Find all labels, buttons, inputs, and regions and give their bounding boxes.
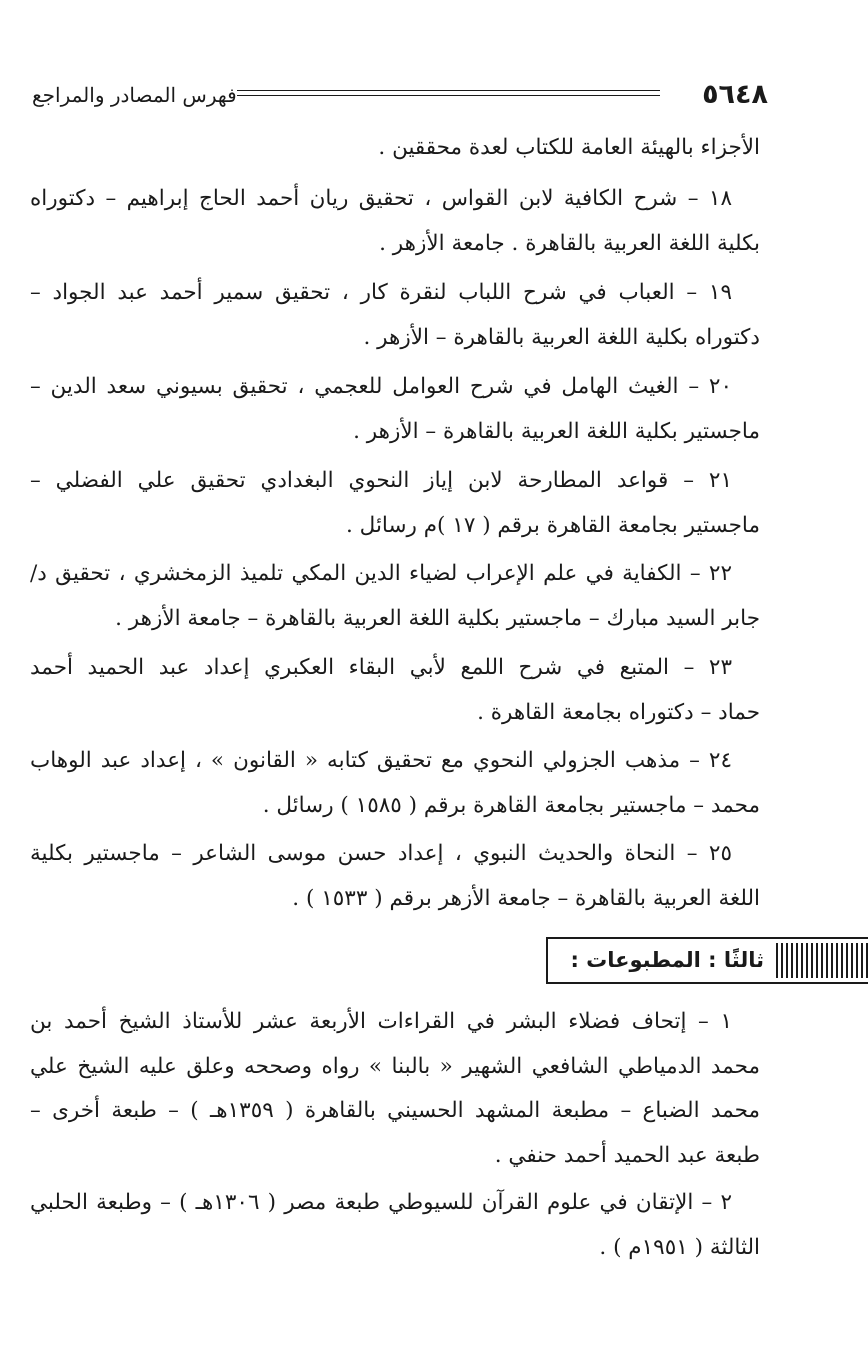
heading-stripe-ornament: [776, 943, 868, 978]
printed-entry-1-line-2: محمد الدمياطي الشافعي الشهير « بالبنا » رواه وصححه وعلق عليه الشيخ علي: [30, 1054, 760, 1079]
running-header: [32, 78, 768, 112]
entry-24-line-2: محمد – ماجستير بجامعة القاهرة برقم ( ١٥٨٥ ) رسائل .: [262, 793, 760, 818]
header-rule: [237, 90, 660, 96]
entry-20-line-1: ٢٠ – الغيث الهامل في شرح العوامل للعجمي ، تحقيق بسيوني سعد الدين –: [30, 374, 732, 399]
printed-entry-1-line-1: ١ – إتحاف فضلاء البشر في القراءات الأربعة عشر للأستاذ الشيخ أحمد بن: [30, 1009, 732, 1034]
entry-18-line-1: ١٨ – شرح الكافية لابن القواس ، تحقيق ريان أحمد الحاج إبراهيم – دكتوراه: [30, 186, 732, 211]
entry-19-line-1: ١٩ – العباب في شرح اللباب لنقرة كار ، تحقيق سمير أحمد عبد الجواد –: [30, 280, 732, 305]
entry-18-line-2: بكلية اللغة العربية بالقاهرة . جامعة الأزهر .: [379, 231, 760, 256]
entry-19-line-2: دكتوراه بكلية اللغة العربية بالقاهرة – الأزهر .: [363, 325, 760, 350]
printed-entry-2-line-1: ٢ – الإتقان في علوم القرآن للسيوطي طبعة مصر ( ١٣٠٦هـ ) – وطبعة الحلبي: [30, 1190, 732, 1215]
text-line: الأجزاء بالهيئة العامة للكتاب لعدة محققين .: [378, 135, 760, 160]
entry-24-line-1: ٢٤ – مذهب الجزولي النحوي مع تحقيق كتابه « القانون » ، إعداد عبد الوهاب: [30, 748, 732, 773]
entry-25-line-2: اللغة العربية بالقاهرة – جامعة الأزهر برقم ( ١٥٣٣ ) .: [292, 886, 760, 911]
running-title: فهرس المصادر والمراجع: [32, 83, 237, 107]
entry-22-line-2: جابر السيد مبارك – ماجستير بكلية اللغة العربية بالقاهرة – جامعة الأزهر .: [115, 606, 760, 631]
entry-23-line-1: ٢٣ – المتبع في شرح اللمع لأبي البقاء العكبري إعداد عبد الحميد أحمد: [30, 655, 732, 680]
printed-entry-2-line-2: الثالثة ( ١٩٥١م ) .: [599, 1235, 760, 1260]
entry-23-line-2: حماد – دكتوراه بجامعة القاهرة .: [477, 700, 760, 725]
printed-entry-1-line-3: محمد الضباع – مطبعة المشهد الحسيني بالقاهرة ( ١٣٥٩هـ ) – طبعة أخرى –: [30, 1098, 760, 1123]
entry-20-line-2: ماجستير بكلية اللغة العربية بالقاهرة – الأزهر .: [353, 419, 760, 444]
entry-25-line-1: ٢٥ – النحاة والحديث النبوي ، إعداد حسن موسى الشاعر – ماجستير بكلية: [30, 841, 732, 866]
section-heading: [546, 937, 868, 984]
section-title: ثالثًا : المطبوعات :: [570, 948, 764, 972]
printed-entry-1-line-4: طبعة عبد الحميد أحمد حنفي .: [494, 1143, 760, 1168]
entry-22-line-1: ٢٢ – الكفاية في علم الإعراب لضياء الدين المكي تلميذ الزمخشري ، تحقيق د/: [30, 561, 732, 586]
entry-21-line-1: ٢١ – قواعد المطارحة لابن إياز النحوي البغدادي تحقيق علي الفضلي –: [30, 468, 732, 493]
entry-21-line-2: ماجستير بجامعة القاهرة برقم ( ١٧ )م رسائل .: [346, 513, 760, 538]
page-number: ٥٦٤٨: [702, 79, 768, 110]
